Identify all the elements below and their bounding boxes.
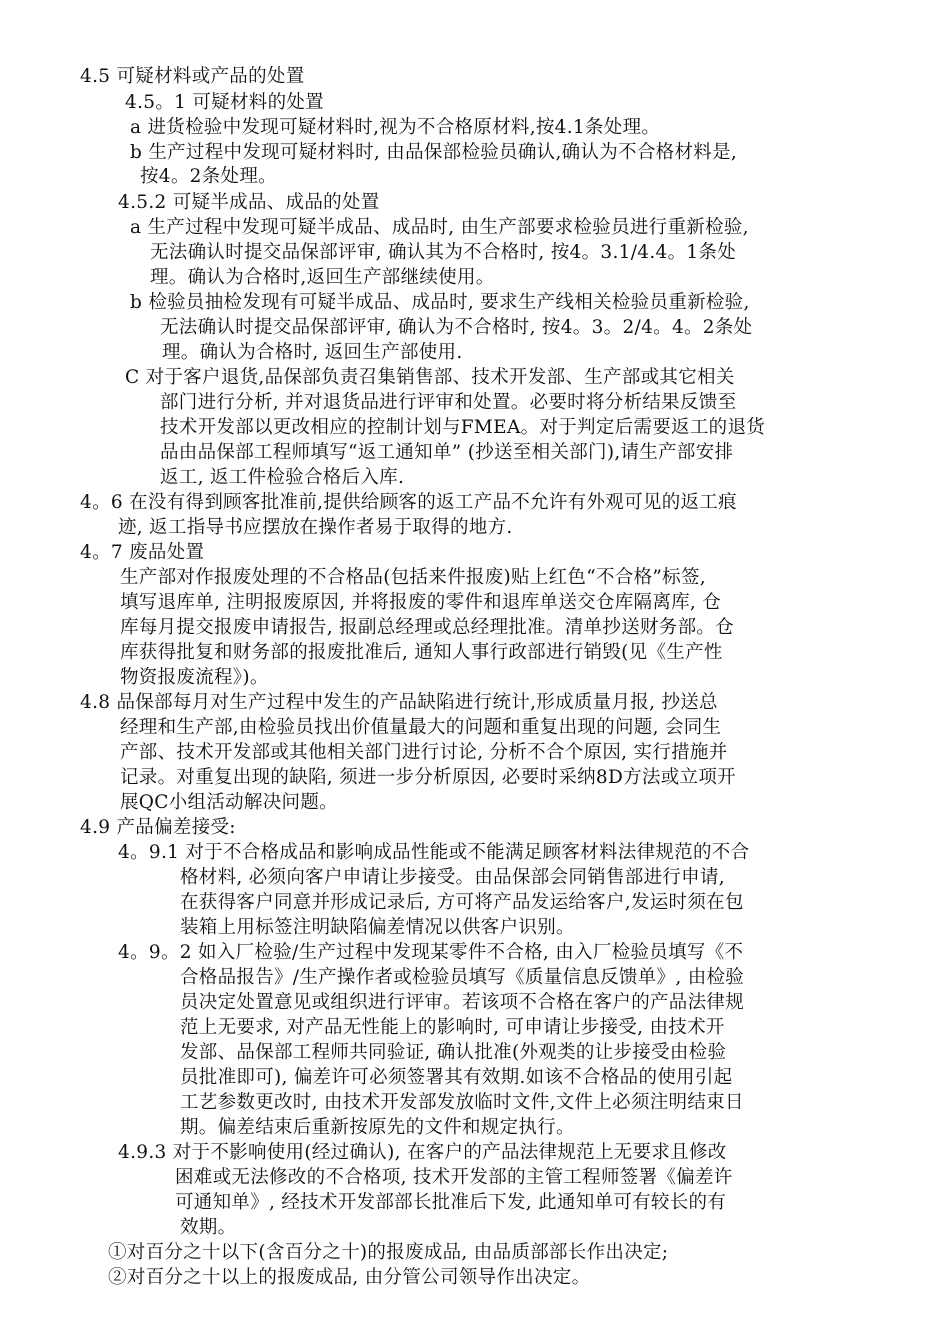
text-line: 库获得批复和财务部的报废批准后, 通知人事行政部进行销毁(见《生产性	[120, 642, 723, 663]
text-line: 经理和生产部,由检验员找出价值量最大的问题和重复出现的问题, 会同生	[120, 717, 722, 738]
text-line: 库每月提交报废申请报告, 报副总经理或总经理批准。清单抄送财务部。仓	[120, 617, 734, 638]
section-heading: 4。6 在没有得到顾客批准前,提供给顾客的返工产品不允许有外观可见的返工痕	[80, 492, 737, 513]
text-line: 在获得客户同意并形成记录后, 方可将产品发运给客户,发运时须在包	[180, 892, 744, 913]
subsection-heading: 4.5。1 可疑材料的处置	[125, 92, 324, 113]
text-line: 按4。2条处理。	[140, 166, 277, 187]
subsection-heading: 4。9。2 如入厂检验/生产过程中发现某零件不合格, 由入厂检验员填写《不	[118, 942, 744, 963]
text-line: 产部、技术开发部或其他相关部门进行讨论, 分析不合个原因, 实行措施并	[120, 742, 728, 763]
text-line: 理。确认为合格时, 返回生产部使用.	[162, 342, 463, 363]
subsection-heading: 4.5.2 可疑半成品、成品的处置	[118, 192, 380, 213]
list-item: ②对百分之十以上的报废成品, 由分管公司领导作出决定。	[108, 1267, 591, 1288]
text-line: 技术开发部以更改相应的控制计划与FMEA。对于判定后需要返工的退货	[160, 417, 766, 438]
text-line: 填写退库单, 注明报废原因, 并将报废的零件和退库单送交仓库隔离库, 仓	[120, 592, 722, 613]
text-line: 困难或无法修改的不合格项, 技术开发部的主管工程师签署《偏差许	[175, 1167, 733, 1188]
text-line: 无法确认时提交品保部评审, 确认其为不合格时, 按4。3.1/4.4。1条处	[150, 242, 737, 263]
text-line: 员批准即可), 偏差许可必须签署其有效期.如该不合格品的使用引起	[180, 1067, 733, 1088]
text-line: b 生产过程中发现可疑材料时, 由品保部检验员确认,确认为不合格材料是,	[130, 142, 738, 163]
text-line: 生产部对作报废处理的不合格品(包括来件报废)贴上红色“不合格”标签,	[120, 567, 706, 588]
text-line: 合格品报告》/生产操作者或检验员填写《质量信息反馈单》, 由检验	[180, 967, 745, 988]
text-line: 记录。对重复出现的缺陷, 须进一步分析原因, 必要时采纳8D方法或立项开	[120, 767, 736, 788]
text-line: 理。确认为合格时,返回生产部继续使用。	[150, 267, 495, 288]
text-line: 迹, 返工指导书应摆放在操作者易于取得的地方.	[118, 517, 513, 538]
section-heading: 4.8 品保部每月对生产过程中发生的产品缺陷进行统计,形成质量月报, 抄送总	[80, 692, 718, 713]
text-line: 返工, 返工件检验合格后入库.	[160, 467, 405, 488]
text-line: 无法确认时提交品保部评审, 确认为不合格时, 按4。3。2/4。4。2条处	[160, 317, 753, 338]
text-line: C 对于客户退货,品保部负责召集销售部、技术开发部、生产部或其它相关	[125, 367, 735, 388]
section-heading: 4.9 产品偏差接受:	[80, 817, 236, 838]
text-line: a 进货检验中发现可疑材料时,视为不合格原材料,按4.1条处理。	[130, 117, 661, 138]
text-line: 发部、品保部工程师共同验证, 确认批准(外观类的让步接受由检验	[180, 1042, 727, 1063]
text-line: a 生产过程中发现可疑半成品、成品时, 由生产部要求检验员进行重新检验,	[130, 217, 749, 238]
section-heading: 4。7 废品处置	[80, 542, 205, 563]
text-line: 可通知单》, 经技术开发部部长批准后下发, 此通知单可有较长的有	[175, 1192, 727, 1213]
text-line: 装箱上用标签注明缺陷偏差情况以供客户识别。	[180, 917, 575, 938]
text-line: 格材料, 必须向客户申请让步接受。由品保部会同销售部进行申请,	[180, 867, 725, 888]
section-heading: 4.5 可疑材料或产品的处置	[80, 66, 305, 87]
text-line: 展QC小组活动解决问题。	[120, 792, 338, 813]
text-line: 工艺参数更改时, 由技术开发部发放临时文件,文件上必须注明结束日	[180, 1092, 744, 1113]
text-line: 品由品保部工程师填写“返工通知单” (抄送至相关部门),请生产部安排	[160, 442, 734, 463]
subsection-heading: 4。9.1 对于不合格成品和影响成品性能或不能满足顾客材料法律规范的不合	[118, 842, 750, 863]
list-item: ①对百分之十以下(含百分之十)的报废成品, 由品质部部长作出决定;	[108, 1242, 669, 1263]
text-line: 物资报废流程》)。	[120, 667, 269, 688]
text-line: 期。偏差结束后重新按原先的文件和规定执行。	[180, 1117, 575, 1138]
text-line: 员决定处置意见或组织进行评审。若该项不合格在客户的产品法律规	[180, 992, 745, 1013]
text-line: 范上无要求, 对产品无性能上的影响时, 可申请让步接受, 由技术开	[180, 1017, 725, 1038]
text-line: 部门进行分析, 并对退货品进行评审和处置。必要时将分析结果反馈至	[160, 392, 737, 413]
subsection-heading: 4.9.3 对于不影响使用(经过确认), 在客户的产品法律规范上无要求且修改	[118, 1142, 727, 1163]
text-line: b 检验员抽检发现有可疑半成品、成品时, 要求生产线相关检验员重新检验,	[130, 292, 750, 313]
text-line: 效期。	[180, 1217, 237, 1238]
